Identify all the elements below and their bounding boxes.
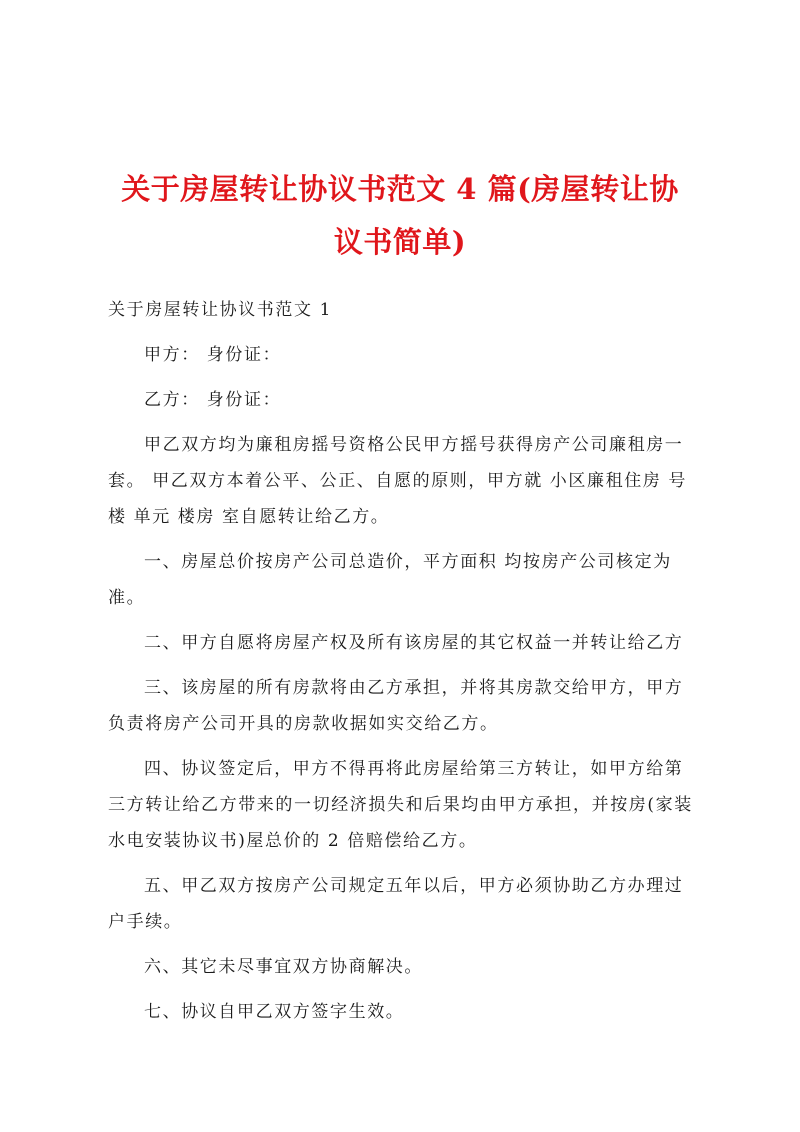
clause-1: 一、房屋总价按房产公司总造价，平方面积 均按房产公司核定为准。 <box>108 552 672 608</box>
party-b-line: 乙方： 身份证： <box>144 390 282 410</box>
party-a-line: 甲方： 身份证： <box>144 345 282 365</box>
intro-paragraph: 甲乙双方均为廉租房摇号资格公民甲方摇号获得房产公司廉租房一套。 甲乙双方本着公平、公正、自愿的原则，甲方就 小区廉租住房 号楼 单元 楼房 室自愿转让给乙方。 <box>108 435 688 527</box>
document-body <box>108 292 700 1039</box>
clause-4: 四、协议签定后，甲方不得再将此房屋给第三方转让，如甲方给第三方转让给乙方带来的一切经济损失和后果均由甲方承担，并按房(家装水电安装协议书)屋总价的 2 倍赔偿给乙方。 <box>108 759 693 851</box>
clause-5: 五、甲乙双方按房产公司规定五年以后，甲方必须协助乙方办理过户手续。 <box>108 876 684 932</box>
clause-7: 七、协议自甲乙双方签字生效。 <box>144 1002 405 1022</box>
clause-3: 三、该房屋的所有房款将由乙方承担，并将其房款交给甲方，甲方负责将房产公司开具的房款收据如实交给乙方。 <box>108 678 684 734</box>
section-subheading: 关于房屋转让协议书范文 1 <box>108 300 333 320</box>
clause-2: 二、甲方自愿将房屋产权及所有该房屋的其它权益一并转让给乙方 <box>144 633 684 653</box>
clause-6: 六、其它未尽事宜双方协商解决。 <box>144 957 423 977</box>
document-title: 关于房屋转让协议书范文 4 篇(房屋转让协议书简单) <box>121 172 679 259</box>
